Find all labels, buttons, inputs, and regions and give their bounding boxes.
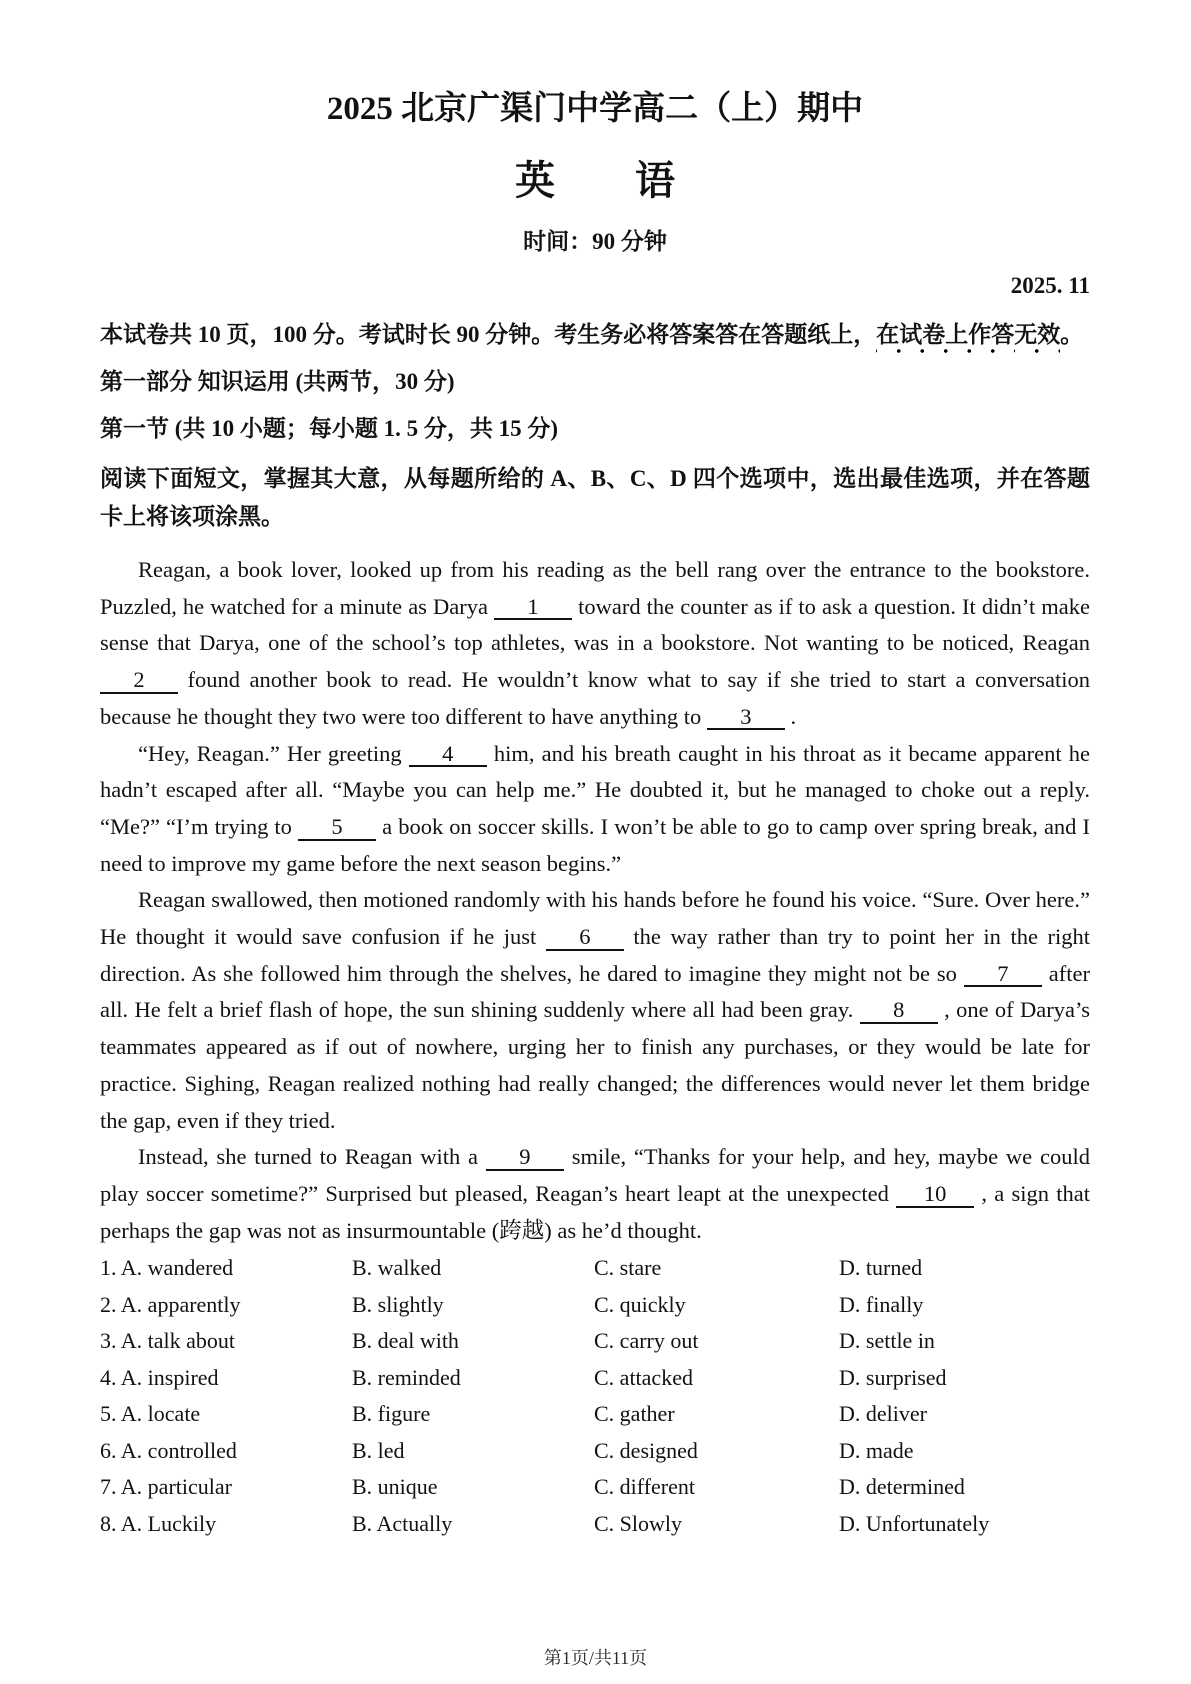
option-3-b: B. deal with [352,1328,459,1354]
cloze-blank-10: 10 [896,1182,974,1208]
part-heading: 第一部分 知识运用 (共两节，30 分) [100,369,455,394]
option-4-b: B. reminded [352,1364,461,1390]
option-3-a: 3. A. talk about [100,1328,236,1354]
option-1-b: B. walked [352,1255,442,1281]
question-row-1 [100,1250,1090,1287]
question-row-4 [100,1360,1090,1397]
question-row-8 [100,1506,1090,1543]
option-7-c: C. different [594,1474,696,1500]
question-row-3 [100,1323,1090,1360]
option-6-d: D. made [839,1437,914,1463]
page-content [100,88,1090,1542]
option-7-b: B. unique [352,1474,438,1500]
cloze-blank-4: 4 [409,742,487,768]
option-8-c: C. Slowly [594,1510,683,1536]
option-6-b: B. led [352,1437,405,1463]
option-5-b: B. figure [352,1401,431,1427]
option-3-c: C. carry out [594,1328,699,1354]
option-5-c: C. gather [594,1401,675,1427]
question-row-7 [100,1469,1090,1506]
notice-tail: 。 [1060,322,1084,347]
exam-notice [100,311,1090,358]
exam-date: 2025. 11 [1010,273,1090,298]
cloze-blank-3: 3 [707,705,785,731]
option-7-a: 7. A. particular [100,1474,232,1500]
option-5-a: 5. A. locate [100,1401,201,1427]
cloze-blank-6: 6 [546,925,624,951]
passage-paragraph: Reagan, a book lover, looked up from his reading as the bell rang over the entrance to the bookstore. Puzzled, he watched for a minute as Darya 1 toward the counter as if to ask a question. It didn’t make sense that Darya, one of the school’s top athletes, was in a bookstore. Not wanting to be noticed, Reagan 2 found another book to read. He wouldn’t know what to say if she tried to start a conversation because he thought they two were too different to have anything to 3 . [100,557,1090,729]
exam-title: 2025 北京广渠门中学高二（上）期中 [326,91,864,127]
option-1-d: D. turned [839,1255,923,1281]
passage-paragraph: Instead, she turned to Reagan with a 9 smile, “Thanks for your help, and hey, maybe we could play soccer sometime?” Surprised but pleased, Reagan’s heart leapt at the unexpected 10 , a sign that perhaps the gap was not as insurmountable (跨越) as he’d thought. [100,1144,1090,1243]
passage-paragraph: Reagan swallowed, then motioned randomly with his hands before he found his voice. “Sure. Over here.” He thought it would save confusion if he just 6 the way rather than try to point her in the right direction. As she followed him through the shelves, he dared to imagine they might not be so 7 after all. He felt a brief flash of hope, the sun shining suddenly where all had been gray. 8 , one of Darya’s teammates appeared as if out of nowhere, urging her to finish any purchases, or they would be late for practice. Sighing, Reagan realized nothing had really changed; the differences would never let them bridge the gap, even if they tried. [100,887,1091,1133]
option-1-c: C. stare [594,1255,662,1281]
page-number: 第1页/共11页 [543,1648,648,1668]
question-row-5 [100,1396,1090,1433]
cloze-blank-9: 9 [486,1145,564,1171]
option-8-a: 8. A. Luckily [100,1510,217,1536]
option-4-d: D. surprised [839,1364,947,1390]
option-2-c: C. quickly [594,1291,686,1317]
option-8-d: D. Unfortunately [839,1510,990,1536]
cloze-directions: 阅读下面短文，掌握其大意，从每题所给的 A、B、C、D 四个选项中，选出最佳选项，并在答题卡上将该项涂黑。 [100,466,1090,529]
question-row-2 [100,1287,1090,1324]
cloze-passage [100,552,1090,1249]
exam-subject: 英 语 [515,158,675,203]
option-3-d: D. settle in [839,1328,935,1354]
option-2-a: 2. A. apparently [100,1291,241,1317]
passage-paragraph: “Hey, Reagan.” Her greeting 4 him, and his breath caught in his throat as it became apparent he hadn’t escaped after all. “Maybe you can help me.” He doubted it, but he managed to choke out a reply. “Me?” “I’m trying to 5 a book on soccer skills. I won’t be able to go to camp over spring break, and I need to improve my game before the next season begins.” [100,740,1091,876]
cloze-blank-2: 2 [100,668,178,694]
exam-duration: 时间：90 分钟 [523,229,667,254]
question-row-6 [100,1433,1090,1470]
notice-emphasized-1: 在试卷上作答 [876,322,1014,354]
option-5-d: D. deliver [839,1401,927,1427]
notice-lead: 本试卷共 10 页，100 分。考试时长 90 分钟。考生务必将答案答在答题纸上， [100,322,877,347]
option-4-c: C. attacked [594,1364,693,1390]
option-8-b: B. Actually [352,1510,453,1536]
option-1-a: 1. A. wandered [100,1255,234,1281]
cloze-blank-7: 7 [964,962,1042,988]
option-6-a: 6. A. controlled [100,1437,237,1463]
cloze-blank-1: 1 [494,595,572,621]
option-2-b: B. slightly [352,1291,444,1317]
options-grid [100,1250,1090,1542]
cloze-blank-5: 5 [298,815,376,841]
option-2-d: D. finally [839,1291,924,1317]
option-6-c: C. designed [594,1437,698,1463]
option-7-d: D. determined [839,1474,965,1500]
cloze-blank-8: 8 [860,998,938,1024]
section-heading: 第一节 (共 10 小题；每小题 1. 5 分，共 15 分) [100,416,559,441]
option-4-a: 4. A. inspired [100,1364,219,1390]
notice-emphasized-2: 无效 [1014,322,1060,354]
